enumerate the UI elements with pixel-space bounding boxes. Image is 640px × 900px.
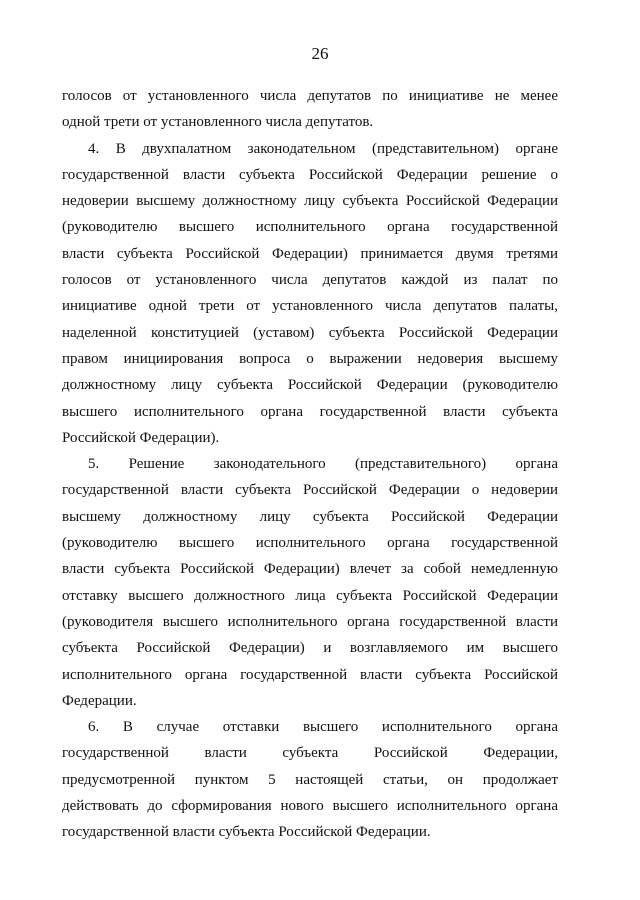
text-line: Российской Федерации). <box>62 429 220 446</box>
text-line: государственной власти субъекта Российской Федерации о недоверии <box>62 482 558 499</box>
text-line: предусмотренной пунктом 5 настоящей статьи, он продолжает <box>62 771 558 788</box>
text-line: Федерации. <box>62 692 137 709</box>
text-line: (руководителя высшего исполнительного органа государственной власти <box>62 613 558 630</box>
text-line: высшему должностному лицу субъекта Российской Федерации <box>62 508 558 525</box>
text-line: субъекта Российской Федерации) и возглавляемого им высшего <box>62 640 558 657</box>
text-line: голосов от установленного числа депутатов каждой из палат по <box>62 272 558 289</box>
text-line: 5. Решение законодательного (представительного) органа <box>88 456 558 473</box>
text-line: государственной власти субъекта Российской Федерации, <box>62 745 558 762</box>
paragraph-item-4 <box>62 136 558 452</box>
text-line: 4. В двухпалатном законодательном (представительном) органе <box>88 140 558 157</box>
text-line: высшего исполнительного органа государственной власти субъекта <box>62 403 558 420</box>
paragraph-continuation <box>62 83 558 136</box>
text-line: исполнительного органа государственной власти субъекта Российской <box>62 666 558 683</box>
text-line: (руководителю высшего исполнительного органа государственной <box>62 535 558 552</box>
text-line: отставку высшего должностного лица субъекта Российской Федерации <box>62 587 558 604</box>
text-line: власти субъекта Российской Федерации) влечет за собой немедленную <box>62 561 558 578</box>
text-line: должностному лицу субъекта Российской Федерации (руководителю <box>62 377 558 394</box>
page-number: 26 <box>311 44 329 63</box>
text-line: (руководителю высшего исполнительного органа государственной <box>62 219 558 236</box>
paragraph-item-6 <box>62 714 558 845</box>
text-line: правом инициирования вопроса о выражении недоверия высшему <box>62 350 558 367</box>
document-body <box>62 83 558 846</box>
text-line: недоверии высшему должностному лицу субъекта Российской Федерации <box>62 193 558 210</box>
text-line: одной трети от установленного числа депутатов. <box>62 114 374 131</box>
paragraph-item-5 <box>62 451 558 714</box>
text-line: власти субъекта Российской Федерации) принимается двумя третями <box>62 245 558 262</box>
text-line: 6. В случае отставки высшего исполнительного органа <box>88 719 558 736</box>
text-line: государственной власти субъекта Российской Федерации решение о <box>62 166 558 183</box>
text-line: государственной власти субъекта Российской Федерации. <box>62 824 431 841</box>
text-line: инициативе одной трети от установленного числа депутатов палаты, <box>62 298 558 315</box>
text-line: наделенной конституцией (уставом) субъекта Российской Федерации <box>62 324 558 341</box>
text-line: голосов от установленного числа депутатов по инициативе не менее <box>62 88 558 104</box>
text-line: действовать до сформирования нового высшего исполнительного органа <box>62 798 558 815</box>
